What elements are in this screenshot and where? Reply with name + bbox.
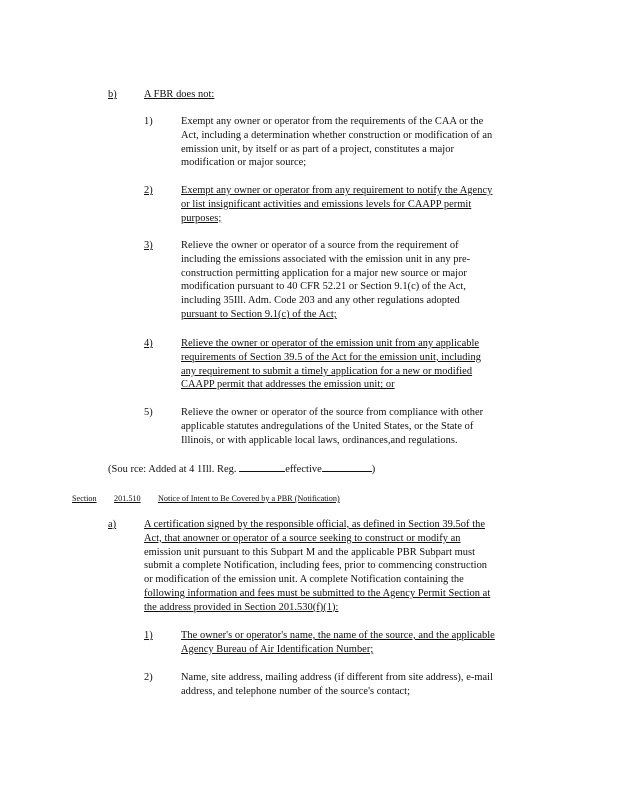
item-5-text	[181, 406, 539, 447]
subitem-1-text	[181, 629, 539, 657]
item-2-text	[181, 184, 539, 225]
text-line: The owner's or operator's name, the name of the source, and the applicable	[181, 630, 495, 641]
item-4-number: 4)	[144, 338, 153, 349]
item-b-title: A FBR does not:	[144, 89, 215, 100]
section-label: Section	[72, 494, 97, 503]
text-line: requirements of Section 39.5 of the Act for the emission unit, including	[181, 351, 481, 363]
text-line: address, and telephone number of the source's contact;	[181, 685, 411, 697]
text-line: including the emissions associated with the emission unit in any pre-	[181, 253, 471, 265]
section-number: 201.510	[114, 494, 141, 503]
text-line: Illinois, or with applicable local laws, ordinances,and regulations.	[181, 434, 458, 446]
item-a-text	[144, 518, 540, 615]
text-line: any requirement to submit a timely application for a new or modified	[181, 365, 473, 377]
item-4-text	[181, 337, 539, 392]
text-line: modification or major source;	[181, 157, 307, 169]
item-2-number: 2)	[144, 185, 153, 196]
subitem-2-number: 2)	[144, 672, 153, 683]
section-title: Notice of Intent to Be Covered by a PBR (Notification)	[158, 494, 340, 503]
text-line: Name, site address, mailing address (if different from site address), e-mail	[181, 672, 494, 683]
source-note-suffix: )	[371, 464, 376, 475]
text-line: including 35Ill. Adm. Code 203 and any other regulations adopted	[181, 295, 460, 307]
text-line: pursuant to Section 9.1(c) of the Act;	[181, 308, 337, 320]
text-line: Relieve the owner or operator of the emission unit from any applicable	[181, 338, 480, 349]
text-line: applicable statutes andregulations of the United States, or the State of	[181, 420, 474, 432]
item-3-text	[181, 239, 539, 322]
text-line: or modification of the emission unit. A complete Notification containing the	[144, 574, 464, 586]
text-line: Relieve the owner or operator of the source from compliance with other	[181, 407, 484, 418]
item-3-number: 3)	[144, 240, 153, 251]
text-line: construction permitting application for a major new source or major	[181, 267, 467, 279]
text-line: Act, that anowner or operator of a source seeking to construct or modify an	[144, 532, 461, 544]
item-a-label: a)	[108, 519, 117, 530]
text-line: purposes;	[181, 212, 222, 224]
text-line: emission unit pursuant to this Subpart M and the applicable PBR Subpart must	[144, 546, 476, 558]
text-line: submit a complete Notification, including fees, prior to commencing construction	[144, 560, 488, 572]
source-note-prefix: (Sou rce: Added at 4 1Ill. Reg.	[108, 464, 237, 475]
text-line: Act, including a determination whether construction or modification of an	[181, 129, 493, 141]
text-line: CAAPP permit that addresses the emission unit; or	[181, 379, 395, 391]
subitem-2-text	[181, 671, 539, 699]
text-line: or list insignificant activities and emissions levels for CAAPP permit	[181, 198, 472, 210]
item-1-number: 1)	[144, 116, 153, 127]
text-line: A certification signed by the responsible official, as defined in Section 39.5of the	[144, 519, 486, 530]
text-line: Relieve the owner or operator of a source from the requirement of	[181, 240, 459, 251]
text-line: Agency Bureau of Air Identification Number;	[181, 643, 374, 655]
subitem-1-number: 1)	[144, 630, 153, 641]
text-line: following information and fees must be submitted to the Agency Permit Section at	[144, 587, 491, 599]
item-b-label: b)	[108, 89, 117, 100]
text-line: Exempt any owner or operator from any requirement to notify the Agency	[181, 185, 493, 196]
date-blank	[239, 462, 285, 472]
source-note	[108, 462, 375, 477]
item-5-number: 5)	[144, 407, 153, 418]
date-blank	[322, 462, 372, 472]
item-1-text	[181, 115, 539, 170]
text-line: the address provided in Section 201.530(f)(1):	[144, 601, 339, 613]
text-line: emission unit, by itself or as part of a project, constitutes a major	[181, 143, 454, 155]
source-note-effective: effective	[285, 464, 322, 475]
text-line: Exempt any owner or operator from the requirements of the CAA or the	[181, 116, 484, 127]
text-line: modification pursuant to 40 CFR 52.21 or Section 9.1(c) of the Act,	[181, 281, 467, 293]
